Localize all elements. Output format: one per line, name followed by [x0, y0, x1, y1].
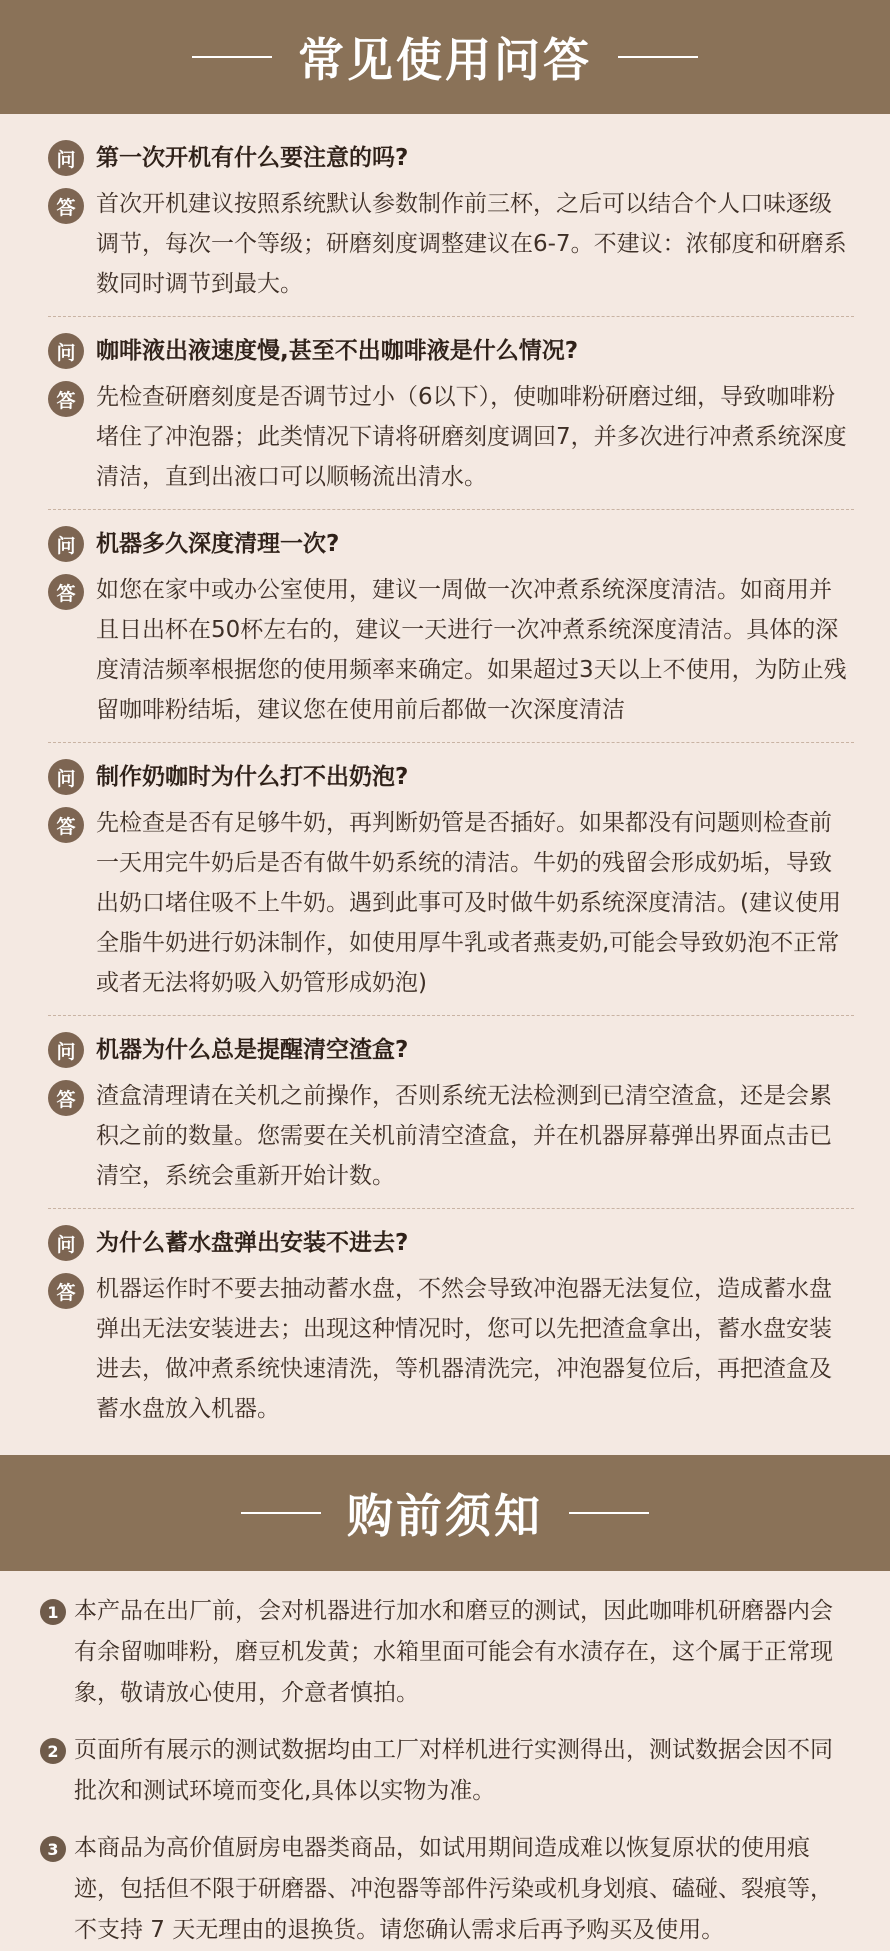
notice-item [40, 1591, 854, 1714]
left-divider [241, 1512, 321, 1514]
right-divider [618, 56, 698, 58]
question-text: 为什么蓄水盘弹出安装不进去? [96, 1230, 409, 1256]
question-badge: 问 [48, 759, 84, 795]
left-divider [192, 56, 272, 58]
answer-row [48, 1269, 854, 1429]
question-row [48, 526, 854, 562]
question-text: 机器多久深度清理一次? [96, 531, 340, 557]
question-row [48, 759, 854, 795]
notice-item [40, 1828, 854, 1951]
answer-row [48, 1076, 854, 1196]
question-badge: 问 [48, 1225, 84, 1261]
question-row [48, 140, 854, 176]
answer-text: 机器运作时不要去抽动蓄水盘，不然会导致冲泡器无法复位，造成蓄水盘弹出无法安装进去；出现这种情况时，您可以先把渣盒拿出，蓄水盘安装进去，做冲煮系统快速清洗，等机器清洗完，冲泡器复位后，再把渣盒及蓄水盘放入机器。 [96, 1276, 832, 1422]
faq-item [48, 124, 854, 317]
notice-text: 本产品在出厂前，会对机器进行加水和磨豆的测试，因此咖啡机研磨器内会有余留咖啡粉，磨豆机发黄；水箱里面可能会有水渍存在，这个属于正常现象，敬请放心使用，介意者慎拍。 [74, 1598, 833, 1706]
faq-header-banner [0, 0, 890, 114]
faq-item [48, 1209, 854, 1441]
answer-row [48, 184, 854, 304]
answer-row [48, 803, 854, 1003]
answer-row [48, 377, 854, 497]
question-text: 咖啡液出液速度慢,甚至不出咖啡液是什么情况? [96, 338, 579, 364]
notice-item [40, 1730, 854, 1812]
answer-text: 如您在家中或办公室使用，建议一周做一次冲煮系统深度清洁。如商用并且日出杯在50杯左右的，建议一天进行一次冲煮系统深度清洁。具体的深度清洁频率根据您的使用频率来确定。如果超过3天以上不使用，为防止残留咖啡粉结垢，建议您在使用前后都做一次深度清洁 [96, 577, 847, 723]
faq-title: 常见使用问答 [298, 33, 592, 87]
question-row [48, 333, 854, 369]
notice-text: 本商品为高价值厨房电器类商品，如试用期间造成难以恢复原状的使用痕迹，包括但不限于研磨器、冲泡器等部件污染或机身划痕、磕碰、裂痕等，不支持 7 天无理由的退换货。请您确认需求后再予购买及使用。 [74, 1835, 833, 1943]
faq-item [48, 317, 854, 510]
answer-row [48, 570, 854, 730]
answer-text: 渣盒清理请在关机之前操作，否则系统无法检测到已清空渣盒，还是会累积之前的数量。您需要在关机前清空渣盒，并在机器屏幕弹出界面点击已清空，系统会重新开始计数。 [96, 1083, 832, 1189]
answer-badge: 答 [48, 807, 84, 843]
question-text: 第一次开机有什么要注意的吗? [96, 145, 409, 171]
answer-badge: 答 [48, 381, 84, 417]
answer-badge: 答 [48, 1273, 84, 1309]
notice-list [0, 1571, 890, 1951]
answer-badge: 答 [48, 1080, 84, 1116]
number-badge: 3 [40, 1836, 66, 1862]
question-text: 制作奶咖时为什么打不出奶泡? [96, 764, 409, 790]
right-divider [569, 1512, 649, 1514]
question-text: 机器为什么总是提醒清空渣盒? [96, 1037, 409, 1063]
answer-text: 先检查是否有足够牛奶，再判断奶管是否插好。如果都没有问题则检查前一天用完牛奶后是否有做牛奶系统的清洁。牛奶的残留会形成奶垢，导致出奶口堵住吸不上牛奶。遇到此事可及时做牛奶系统深度清洁。(建议使用全脂牛奶进行奶沫制作，如使用厚牛乳或者燕麦奶,可能会导致奶泡不正常或者无法将奶吸入奶管形成奶泡) [96, 810, 841, 996]
answer-badge: 答 [48, 574, 84, 610]
number-badge: 2 [40, 1738, 66, 1764]
notice-title: 购前须知 [347, 1489, 543, 1543]
faq-item [48, 510, 854, 743]
question-badge: 问 [48, 140, 84, 176]
question-badge: 问 [48, 333, 84, 369]
faq-item [48, 1016, 854, 1209]
answer-text: 先检查研磨刻度是否调节过小（6以下），使咖啡粉研磨过细，导致咖啡粉堵住了冲泡器；此类情况下请将研磨刻度调回7，并多次进行冲煮系统深度清洁，直到出液口可以顺畅流出清水。 [96, 384, 847, 490]
question-row [48, 1225, 854, 1261]
faq-item [48, 743, 854, 1016]
answer-text: 首次开机建议按照系统默认参数制作前三杯，之后可以结合个人口味逐级调节，每次一个等级；研磨刻度调整建议在6-7。不建议：浓郁度和研磨系数同时调节到最大。 [96, 191, 847, 297]
answer-badge: 答 [48, 188, 84, 224]
number-badge: 1 [40, 1599, 66, 1625]
question-badge: 问 [48, 526, 84, 562]
notice-header-banner [0, 1455, 890, 1571]
faq-list [0, 114, 890, 1441]
notice-text: 页面所有展示的测试数据均由工厂对样机进行实测得出，测试数据会因不同批次和测试环境而变化,具体以实物为准。 [74, 1737, 833, 1804]
question-badge: 问 [48, 1032, 84, 1068]
question-row [48, 1032, 854, 1068]
